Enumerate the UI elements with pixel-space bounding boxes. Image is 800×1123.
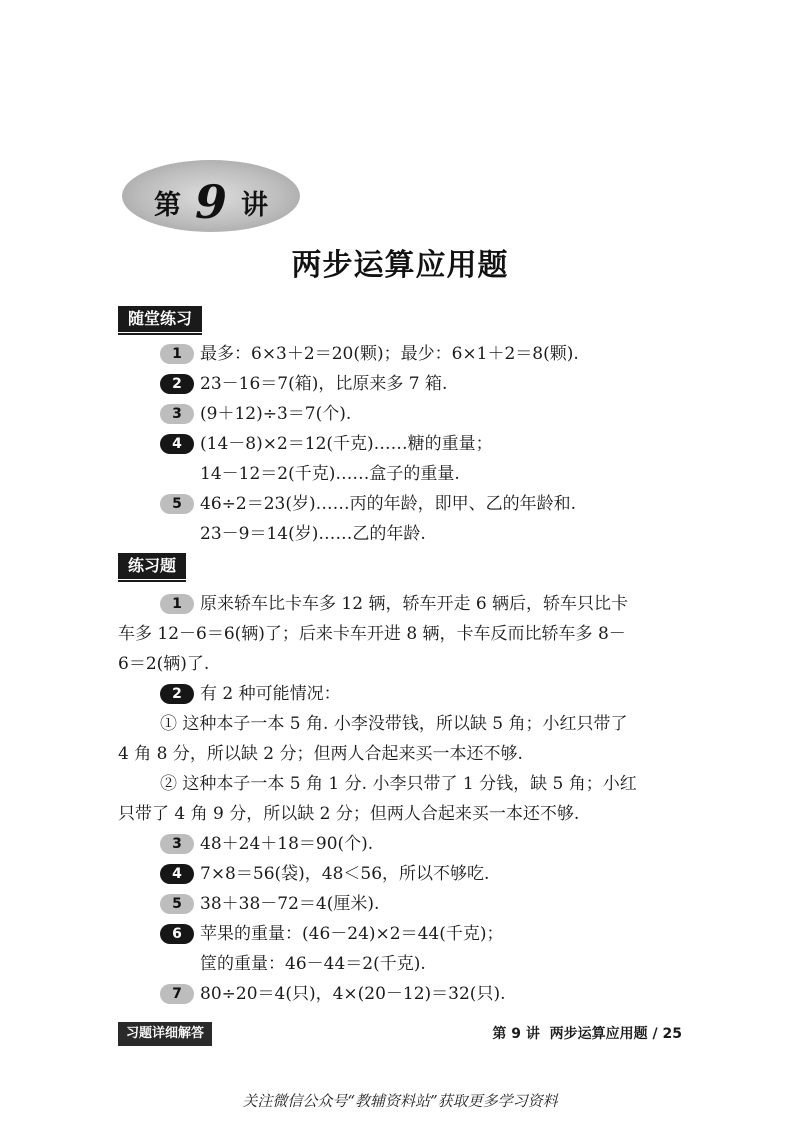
exercise-item-7	[160, 982, 505, 1006]
answer-line: 38＋38－72＝4(厘米).	[200, 894, 380, 914]
practice-item-4	[160, 432, 493, 456]
answer-line: 23－9＝14(岁)……乙的年龄.	[200, 524, 426, 544]
item-number-badge: 5	[160, 894, 194, 914]
practice-item-5	[160, 492, 576, 516]
answer-line: ② 这种本子一本 5 角 1 分. 小李只带了 1 分钱，缺 5 角；小红	[160, 774, 637, 794]
answer-line: 原来轿车比卡车多 12 辆，轿车开走 6 辆后，轿车只比卡	[200, 594, 629, 614]
lesson-number: 9	[194, 175, 227, 229]
answer-line: 6＝2(辆)了.	[118, 654, 210, 674]
item-number-badge: 3	[160, 834, 194, 854]
answer-line: 14－12＝2(千克)……盒子的重量.	[200, 464, 460, 484]
answer-line: 7×8＝56(袋)，48＜56，所以不够吃.	[200, 864, 490, 884]
item-number-badge: 6	[160, 924, 194, 944]
lesson-prefix: 第	[153, 190, 181, 221]
answer-line: (9＋12)÷3＝7(个).	[200, 404, 352, 424]
answer-line: 苹果的重量：(46－24)×2＝44(千克)；	[200, 924, 504, 944]
item-number-badge: 1	[160, 344, 194, 364]
answer-line: (14－8)×2＝12(千克)……糖的重量；	[200, 434, 493, 454]
item-number-badge: 2	[160, 374, 194, 394]
practice-item-2	[160, 372, 447, 396]
answer-line: 只带了 4 角 9 分，所以缺 2 分；但两人合起来买一本还不够.	[118, 804, 580, 824]
answer-line: 23－16＝7(箱)，比原来多 7 箱.	[200, 374, 448, 394]
exercise-item-1	[160, 592, 628, 616]
item-number-badge: 7	[160, 984, 194, 1004]
answer-line: 有 2 种可能情况：	[200, 684, 341, 704]
lesson-suffix: 讲	[241, 190, 268, 221]
lesson-number-badge	[122, 160, 300, 232]
exercise-item-5	[160, 892, 379, 916]
item-number-badge: 3	[160, 404, 194, 424]
exercise-item-2	[160, 682, 341, 706]
item-number-badge: 4	[160, 434, 194, 454]
answer-line: 48＋24＋18＝90(个).	[200, 834, 374, 854]
exercise-item-6	[160, 922, 503, 946]
answer-line: 80÷20＝4(只)，4×(20－12)＝32(只).	[200, 984, 506, 1004]
item-number-badge: 1	[160, 594, 194, 614]
practice-item-1	[160, 342, 579, 366]
exercise-item-3	[160, 832, 373, 856]
section-header-exercises: 练习题	[118, 553, 186, 579]
footer-page-info: 第 9 讲 两步运算应用题 / 25	[492, 1026, 682, 1042]
answer-line: ① 这种本子一本 5 角. 小李没带钱，所以缺 5 角；小红只带了	[160, 714, 628, 734]
item-number-badge: 4	[160, 864, 194, 884]
practice-item-3	[160, 402, 351, 426]
item-number-badge: 5	[160, 494, 194, 514]
answer-line: 4 角 8 分，所以缺 2 分；但两人合起来买一本还不够.	[118, 744, 523, 764]
answer-line: 最多：6×3＋2＝20(颗)；最少：6×1＋2＝8(颗).	[200, 344, 579, 364]
page-title: 两步运算应用题	[291, 248, 509, 283]
watermark-text: 关注微信公众号“教辅资料站”获取更多学习资料	[242, 1092, 558, 1110]
answer-line: 46÷2＝23(岁)……丙的年龄，即甲、乙的年龄和.	[200, 494, 576, 514]
item-number-badge: 2	[160, 684, 194, 704]
section-header-practice: 随堂练习	[118, 306, 202, 332]
answer-line: 筐的重量：46－44＝2(千克).	[200, 954, 426, 974]
exercise-item-4	[160, 862, 489, 886]
footer-book-label: 习题详细解答	[118, 1022, 212, 1046]
answer-line: 车多 12－6＝6(辆)了；后来卡车开进 8 辆，卡车反而比轿车多 8－	[118, 624, 626, 644]
